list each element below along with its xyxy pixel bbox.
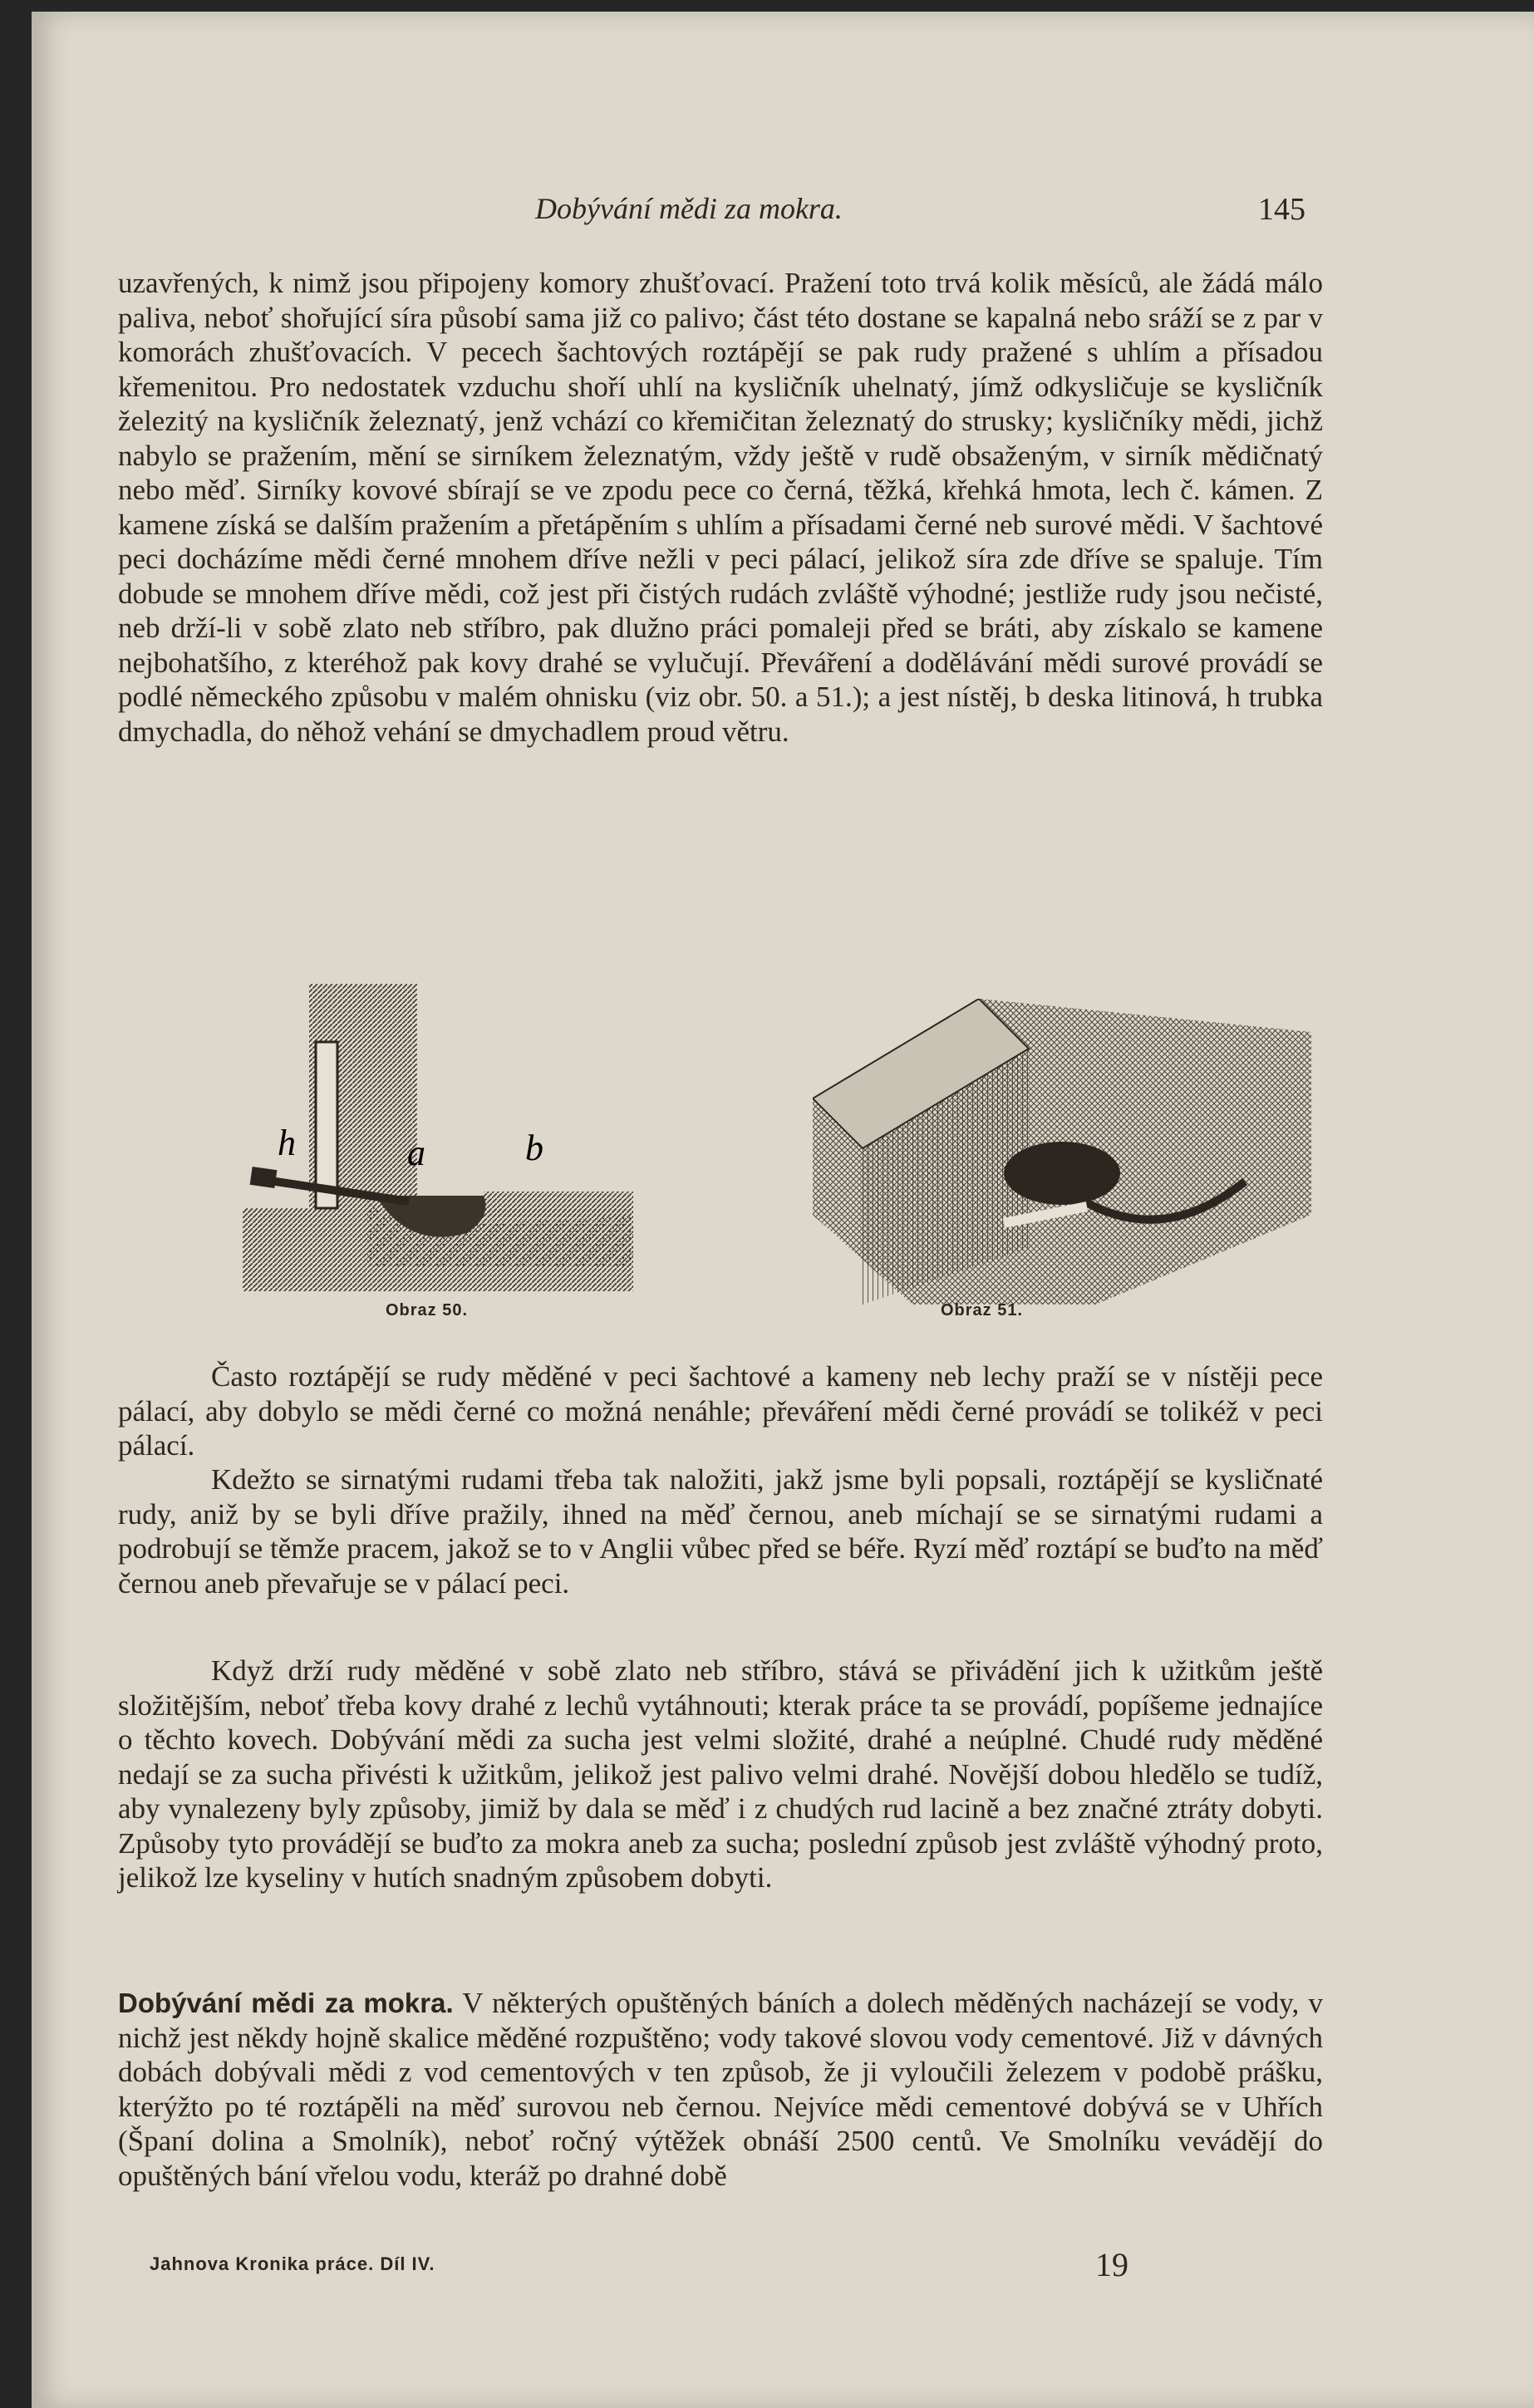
figure-50-caption: Obraz 50. xyxy=(386,1301,469,1319)
cast-iron-plate xyxy=(484,1192,633,1216)
label-h: h xyxy=(278,1123,296,1163)
paragraph-4: Když drží rudy měděné v sobě zlato neb stříbro, stává se přivádění jich k užitkům ještě složitějším, neboť třeba kovy drahé z lechů vytáhnouti; kterak práce ta se provádí, popíšeme jednajíce o těchto kovech. Dobývání mědi za sucha jest velmi složité, drahé a neúplné. Chudé rudy měděné nedají se za sucha přivésti k užitkům, jelikož jest palivo velmi drahé. Novější dobou hledělo se tudíž, aby vynalezeny byly způsoby, jimiž by dala se měď i z chudých rud lacině a bez značné ztráty dobyti. Způsoby tyto provádějí se buďto za mokra aneb za sucha; poslední způsob jest zvláště výhodný proto, jelikož lze kyseliny v hutích snadným způsobem dobyti. xyxy=(118,1654,1323,1894)
label-a: a xyxy=(407,1133,425,1173)
crucible-opening xyxy=(1004,1142,1120,1205)
paragraph-5-text: V některých opuštěných báních a dolech měděných nacházejí se vody, v nichž jest někdy hojně skalice měděné rozpuštěno; vody takové slovou vody cementové. Již v dávných dobách dobývali mědi z vod cementových v ten způsob, že ji vyloučili železem v podobě prášku, kterýžto po té roztápěli na měď surovou neb černou. Nejvíce mědi cementové dobývá se v Uhřích (Španí dolina a Smolník), neboť ročný výtěžek obnáší 2500 centů. Ve Smolníku vevádějí do opuštěných bání vřelou vodu, kteráž po drahné době xyxy=(118,1987,1323,2192)
figure-51-caption: Obraz 51. xyxy=(941,1301,1024,1319)
hearth-section-illustration xyxy=(243,984,658,1308)
paragraph-5 xyxy=(118,1986,1323,2193)
paragraph-1: uzavřených, k nimž jsou připojeny komory zhušťovací. Pražení toto trvá kolik měsíců, ale žádá málo paliva, neboť shořující síra působí sama již co palivo; část této dostane se kapalná nebo sráží se z par v komorách zhušťovacích. V pecech šachtových roztápějí se pak rudy pražené s uhlím a přísadou křemenitou. Pro nedostatek vzduchu shoří uhlí na kysličník uhelnatý, jímž odkysličuje se kysličník železitý na kysličník železnatý, jenž vchází co křemičitan železnatý do strusky; kysličníky mědi, jichž nabylo se pražením, mění se sirníkem železnatým, vždy ještě v rudě obsaženým, v sirník mědičnatý nebo měď. Sirníky kovové sbírají se ve zpodu pece co černá, těžká, křehká hmota, lech č. kámen. Z kamene získá se dalším pražením a přetápěním s uhlím a přísadami černé neb surové mědi. V šachtové peci docházíme mědi černé mnohem dříve nežli v peci pálací, jelikož síra zde dříve se spaluje. Tím dobude se mnohem dříve mědi, což jest při čistých rudách zvláště výhodné; jestliže rudy jsou nečisté, neb drží-li v sobě zlato neb stříbro, pak dlužno práci pomaleji před se bráti, aby získalo se kamene nejbohatšího, z kteréhož pak kovy drahé se vylučují. Převáření a dodělávání mědi surové provádí se podlé německého způsobu v malém ohnisku (viz obr. 50. a 51.); a jest nístěj, b deska litinová, h trubka dmychadla, do něhož vehání se dmychadlem proud větru. xyxy=(118,267,1323,748)
pipe-channel xyxy=(316,1042,337,1208)
paragraph-2: Často roztápějí se rudy měděné v peci šachtové a kameny neb lechy praží se v nístěji pece pálací, aby dobylo se mědi černé co možná nenáhle; převáření mědi černé provádí se tolikéž v peci pálací. xyxy=(118,1360,1323,1462)
footer-signature-line: Jahnova Kronika práce. Díl IV. xyxy=(150,2253,435,2274)
page-number: 145 xyxy=(1258,192,1305,227)
tuyere-nozzle xyxy=(250,1167,278,1188)
hearth-perspective-illustration xyxy=(813,999,1320,1305)
running-title: Dobývání mědi za mokra. xyxy=(535,192,843,225)
book-page xyxy=(32,12,1534,2408)
figure-50 xyxy=(243,984,658,1308)
paragraph-3: Kdežto se sirnatými rudami třeba tak naložiti, jakž jsme byli popsali, roztápějí se kysličnaté rudy, aniž by se byli dříve pražily, ihned na měď černou, aneb míchají se se sirnatými rudami a podrobují se těmže pracem, jakož se to v Anglii vůbec před se béře. Ryzí měď roztápí se buďto na měď černou aneb převařuje se v pálací peci. xyxy=(118,1463,1323,1600)
section-heading: Dobývání mědi za mokra. xyxy=(118,1988,454,2018)
printer-signature-mark: 19 xyxy=(1095,2246,1128,2283)
label-b: b xyxy=(525,1128,543,1168)
figure-51 xyxy=(813,999,1320,1305)
